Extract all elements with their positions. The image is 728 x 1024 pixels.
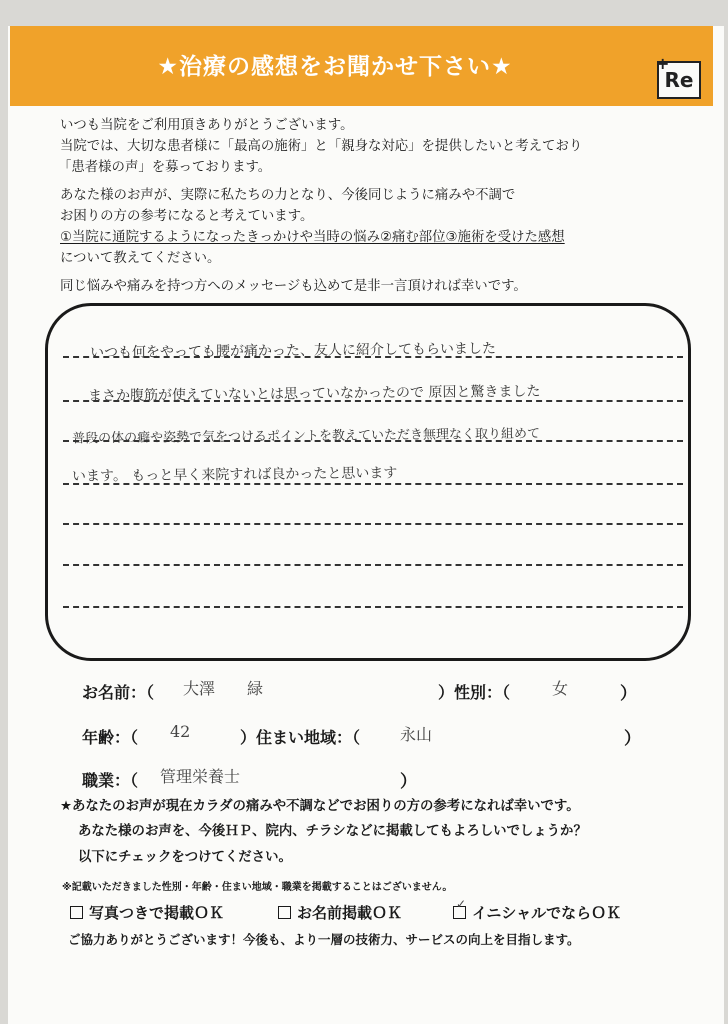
- area-label: ）住まい地域：（: [240, 728, 361, 747]
- checkbox[interactable]: [70, 906, 83, 919]
- request-line: お困りの方の参考になると考えています。: [60, 209, 314, 224]
- intro-line: 「患者様の声」を募っております。: [58, 160, 272, 175]
- intro-line: いつも当院をご利用頂きありがとうございます。: [60, 118, 354, 133]
- request-paragraph: [60, 185, 565, 269]
- area-value[interactable]: 永山: [400, 725, 433, 744]
- request-line: について教えてください。: [60, 251, 221, 266]
- logo-plus-mark: +: [656, 54, 670, 73]
- age-label: 年齢：（: [82, 728, 139, 747]
- handwritten-line: います。 もっと早く来院すれば良かったと思います: [71, 465, 398, 485]
- handwritten-line: 普段の体の癖や姿勢で気をつけるポイントを教えていただき無理なく取り組めて: [71, 426, 541, 447]
- age-value[interactable]: 42: [170, 722, 191, 741]
- option-label: 写真つきで掲載ＯＫ: [89, 904, 225, 922]
- intro-line: 当院では、大切な患者様に「最高の施術」と「親身な対応」を提供したいと考えており: [60, 139, 583, 154]
- notice-line: ★あなたのお声が現在カラダの痛みや不調などでお困りの方の参考になれば幸いです。: [60, 799, 580, 814]
- check-mark-icon: ✓: [456, 897, 467, 911]
- notice-line: あなた様のお声を、今後ＨＰ、院内、チラシなどに掲載してもよろしいでしょうか？: [78, 824, 587, 839]
- gender-label: ）性別：（: [438, 683, 511, 702]
- name-label: お名前：（: [82, 683, 155, 702]
- checkbox-checked[interactable]: [453, 897, 467, 919]
- writing-line: [63, 523, 683, 525]
- gender-value[interactable]: 女: [552, 679, 569, 698]
- area-close-paren: ）: [624, 729, 641, 749]
- intro-paragraph: [60, 115, 582, 178]
- footer-thanks: ご協力ありがとうございます！今後も、より一層の技術力、サービスの向上を目指します。: [68, 932, 580, 947]
- request-line: あなた様のお声が、実際に私たちの力となり、今後同じように痛みや不調で: [60, 188, 516, 203]
- job-close-paren: ）: [400, 772, 417, 792]
- option-photo[interactable]: [70, 902, 224, 923]
- job-value[interactable]: 管理栄養士: [160, 767, 241, 786]
- gender-close-paren: ）: [620, 684, 637, 704]
- logo-text: Re: [664, 68, 694, 92]
- handwritten-line: いつも何をやっても腰が痛かった、友人に紹介してもらいました: [89, 340, 497, 362]
- checkbox[interactable]: [278, 906, 291, 919]
- header-banner: [10, 26, 713, 106]
- option-initial[interactable]: [453, 897, 622, 923]
- clinic-logo: [656, 54, 701, 99]
- notice-line: 以下にチェックをつけてください。: [78, 850, 292, 865]
- privacy-note: ※記載いただきました性別・年齢・住まい地域・職業を掲載することはございません。: [62, 882, 453, 893]
- job-label: 職業：（: [82, 771, 139, 790]
- option-name[interactable]: [278, 902, 402, 923]
- banner-title: ★治療の感想をお聞かせ下さい★: [157, 54, 513, 80]
- name-value[interactable]: 大澤 緑: [183, 679, 264, 698]
- option-label: お名前掲載ＯＫ: [297, 904, 403, 922]
- option-label: イニシャルでならＯＫ: [472, 904, 622, 922]
- writing-line: [63, 606, 683, 608]
- request-closing: 同じ悩みや痛みを持つ方へのメッセージも込めて是非一言頂ければ幸いです。: [60, 279, 527, 294]
- request-topics: ①当院に通院するようになったきっかけや当時の悩み②痛む部位③施術を受けた感想: [60, 230, 565, 245]
- writing-line: [63, 564, 683, 566]
- handwritten-line: まさか腹筋が使えていないとは思っていなかったので 原因と驚きました: [87, 383, 541, 405]
